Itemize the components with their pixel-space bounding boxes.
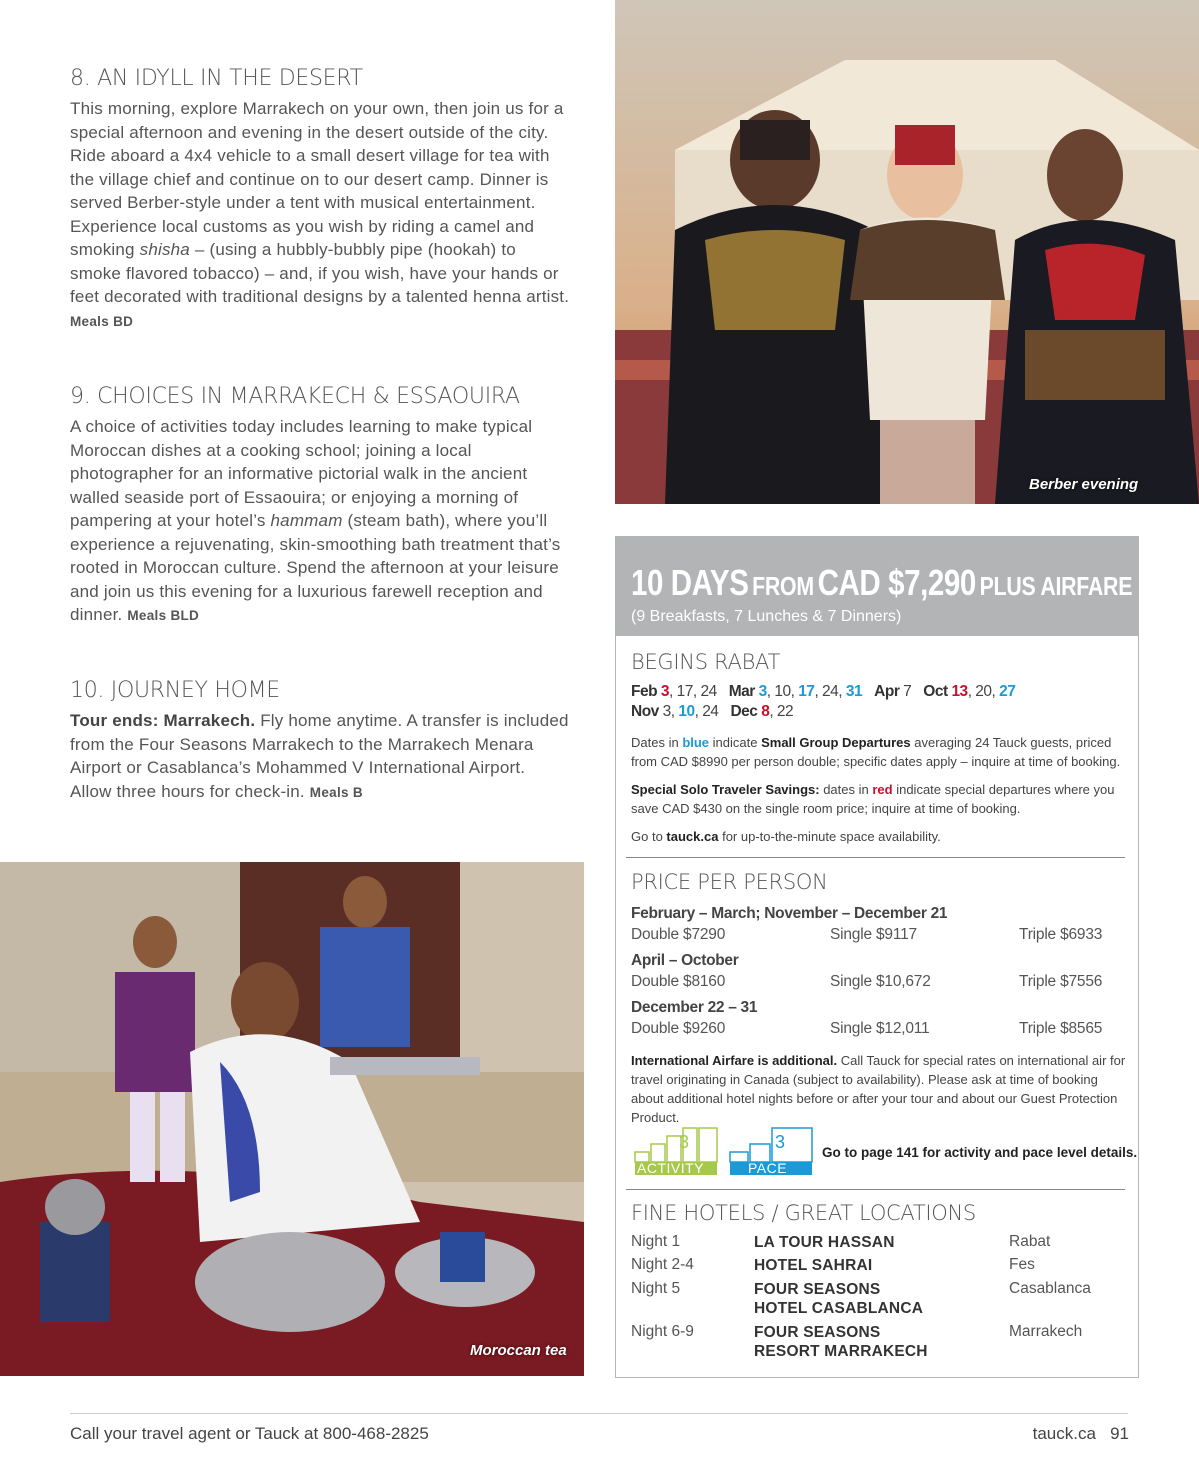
departure-month: Mar 3, 10, 17, 24, 31 — [728, 683, 863, 700]
hotel-night: Night 5 — [631, 1280, 681, 1297]
day-9 — [70, 384, 570, 628]
departure-month: Nov 3, 10, 24 — [631, 703, 719, 720]
availability-note: Go to tauck.ca for up-to-the-minute space availability. — [631, 829, 941, 844]
moroccan-tea-photo — [0, 862, 584, 1376]
hotel-night: Night 1 — [631, 1233, 681, 1250]
day-8 — [70, 66, 570, 333]
departure-month: Dec 8, 22 — [730, 703, 794, 720]
small-group-note: Dates in blue indicate Small Group Departures averaging 24 Tauck guests, priced from CAD $8990 per person double; specific dates apply – inquire at time of booking. — [631, 735, 1121, 769]
price-triple-1: Triple $6933 — [1019, 926, 1103, 943]
departure-dates-row-2 — [631, 703, 805, 721]
pace-level-icon: 3 PACE — [728, 1126, 816, 1176]
day-8-title: 8. AN IDYLL IN THE DESERT — [70, 66, 363, 91]
price-title: PRICE PER PERSON — [631, 870, 828, 894]
price-double-1: Double $7290 — [631, 926, 726, 943]
day-9-title: 9. CHOICES IN MARRAKECH & ESSAOUIRA — [70, 384, 520, 409]
price-period-3: December 22 – 31 — [631, 999, 758, 1016]
hotel-name: LA TOUR HASSAN — [754, 1234, 895, 1251]
day-8-meals: Meals BD — [70, 313, 134, 329]
hotel-night: Night 2-4 — [631, 1256, 694, 1273]
begins-title: BEGINS RABAT — [631, 650, 781, 674]
price-triple-2: Triple $7556 — [1019, 973, 1103, 990]
headline-meals: (9 Breakfasts, 7 Lunches & 7 Dinners) — [631, 608, 902, 625]
divider — [626, 1189, 1125, 1190]
footer-divider — [70, 1413, 1128, 1414]
price-double-3: Double $9260 — [631, 1020, 726, 1037]
activity-level-icon: 3 ACTIVITY — [633, 1126, 721, 1176]
price-single-2: Single $10,672 — [830, 973, 931, 990]
hotel-name: HOTEL SAHRAI — [754, 1257, 873, 1274]
price-triple-3: Triple $8565 — [1019, 1020, 1103, 1037]
departure-month: Apr 7 — [874, 683, 912, 700]
departure-month: Feb 3, 17, 24 — [631, 683, 717, 700]
page-number: 91 — [1110, 1424, 1129, 1443]
hotel-name: FOUR SEASONS RESORT MARRAKECH — [754, 1324, 928, 1360]
day-10-text: Tour ends: Marrakech. Fly home anytime. A transfer is included from the Four Seasons Marrakech to the Marrakech Menara Airport or Casablanca’s Mohammed V International Airport. Allow three hours for check-in. Meals B — [70, 711, 569, 801]
hotel-city: Rabat — [1009, 1233, 1051, 1250]
price-period-1: February – March; November – December 21 — [631, 905, 948, 922]
tauck-link[interactable]: tauck.ca — [666, 829, 719, 844]
price-period-2: April – October — [631, 952, 739, 969]
levels-note: Go to page 141 for activity and pace level details. — [822, 1145, 1138, 1160]
day-9-meals: Meals BLD — [127, 608, 200, 623]
departure-dates-row-1 — [631, 683, 1027, 701]
day-10-title: 10. JOURNEY HOME — [70, 678, 280, 703]
price-double-2: Double $8160 — [631, 973, 726, 990]
hotel-city: Marrakech — [1009, 1323, 1083, 1340]
hotels-title: FINE HOTELS / GREAT LOCATIONS — [631, 1201, 976, 1225]
hotel-city: Casablanca — [1009, 1280, 1091, 1297]
price-single-3: Single $12,011 — [830, 1020, 930, 1037]
hotel-night: Night 6-9 — [631, 1323, 694, 1340]
day-10-meals: Meals B — [309, 784, 363, 800]
day-9-text: A choice of activities today includes learning to make typical Moroccan dishes at a cooking school; joining a local photographer for an informative pictorial walk in the ancient walled seaside port of Essaouira; or enjoying a morning of pampering at your hotel’s hammam (steam bath), where you’ll experience a rejuvenating, skin-smoothing bath treatment that’s rooted in Moroccan culture. Spend the afternoon at your leisure and join us this evening for a luxurious farewell reception and dinner. Meals BLD — [70, 417, 561, 624]
divider — [626, 857, 1125, 858]
footer-right — [1033, 1424, 1129, 1444]
day-8-text: This morning, explore Marrakech on your own, then join us for a special afternoon and evening in the desert outside of the city. Ride aboard a 4x4 vehicle to a small desert village for tea with the village chief and continue on to our desert camp. Dinner is served Berber-style under a tent with musical entertainment. Experience local customs as you wish by riding a camel and smoking shisha – (using a hubbly-bubbly pipe (hookah) to smoke flavored tobacco) – and, if you wish, have your hands or feet decorated with traditional designs by a talented henna artist. Meals BD — [70, 99, 570, 329]
headline-text: 10 DAYS FROM CAD $7,290 PLUS AIRFARE — [631, 562, 1133, 603]
day-10 — [70, 678, 570, 804]
hotel-name: FOUR SEASONS HOTEL CASABLANCA — [754, 1281, 924, 1317]
berber-evening-caption: Berber evening — [1029, 476, 1139, 493]
price-headline — [615, 536, 1139, 636]
solo-savings-note: Special Solo Traveler Savings: dates in red indicate special departures where you save CAD $430 on the single room price; inquire at time of booking. — [631, 782, 1115, 816]
berber-evening-photo — [615, 0, 1199, 504]
footer-contact: Call your travel agent or Tauck at 800-468-2825 — [70, 1424, 429, 1443]
hotel-city: Fes — [1009, 1256, 1035, 1273]
moroccan-tea-caption: Moroccan tea — [470, 1342, 567, 1359]
departure-month: Oct 13, 20, 27 — [923, 683, 1016, 700]
footer-site-link[interactable]: tauck.ca — [1032, 1424, 1096, 1443]
price-single-1: Single $9117 — [830, 926, 917, 943]
airfare-note: International Airfare is additional. Call Tauck for special rates on international air for travel originating in Canada (subject to availability). Please ask at time of booking about additional hotel nights before or after your tour and about our Guest Protection Product. — [631, 1053, 1126, 1125]
